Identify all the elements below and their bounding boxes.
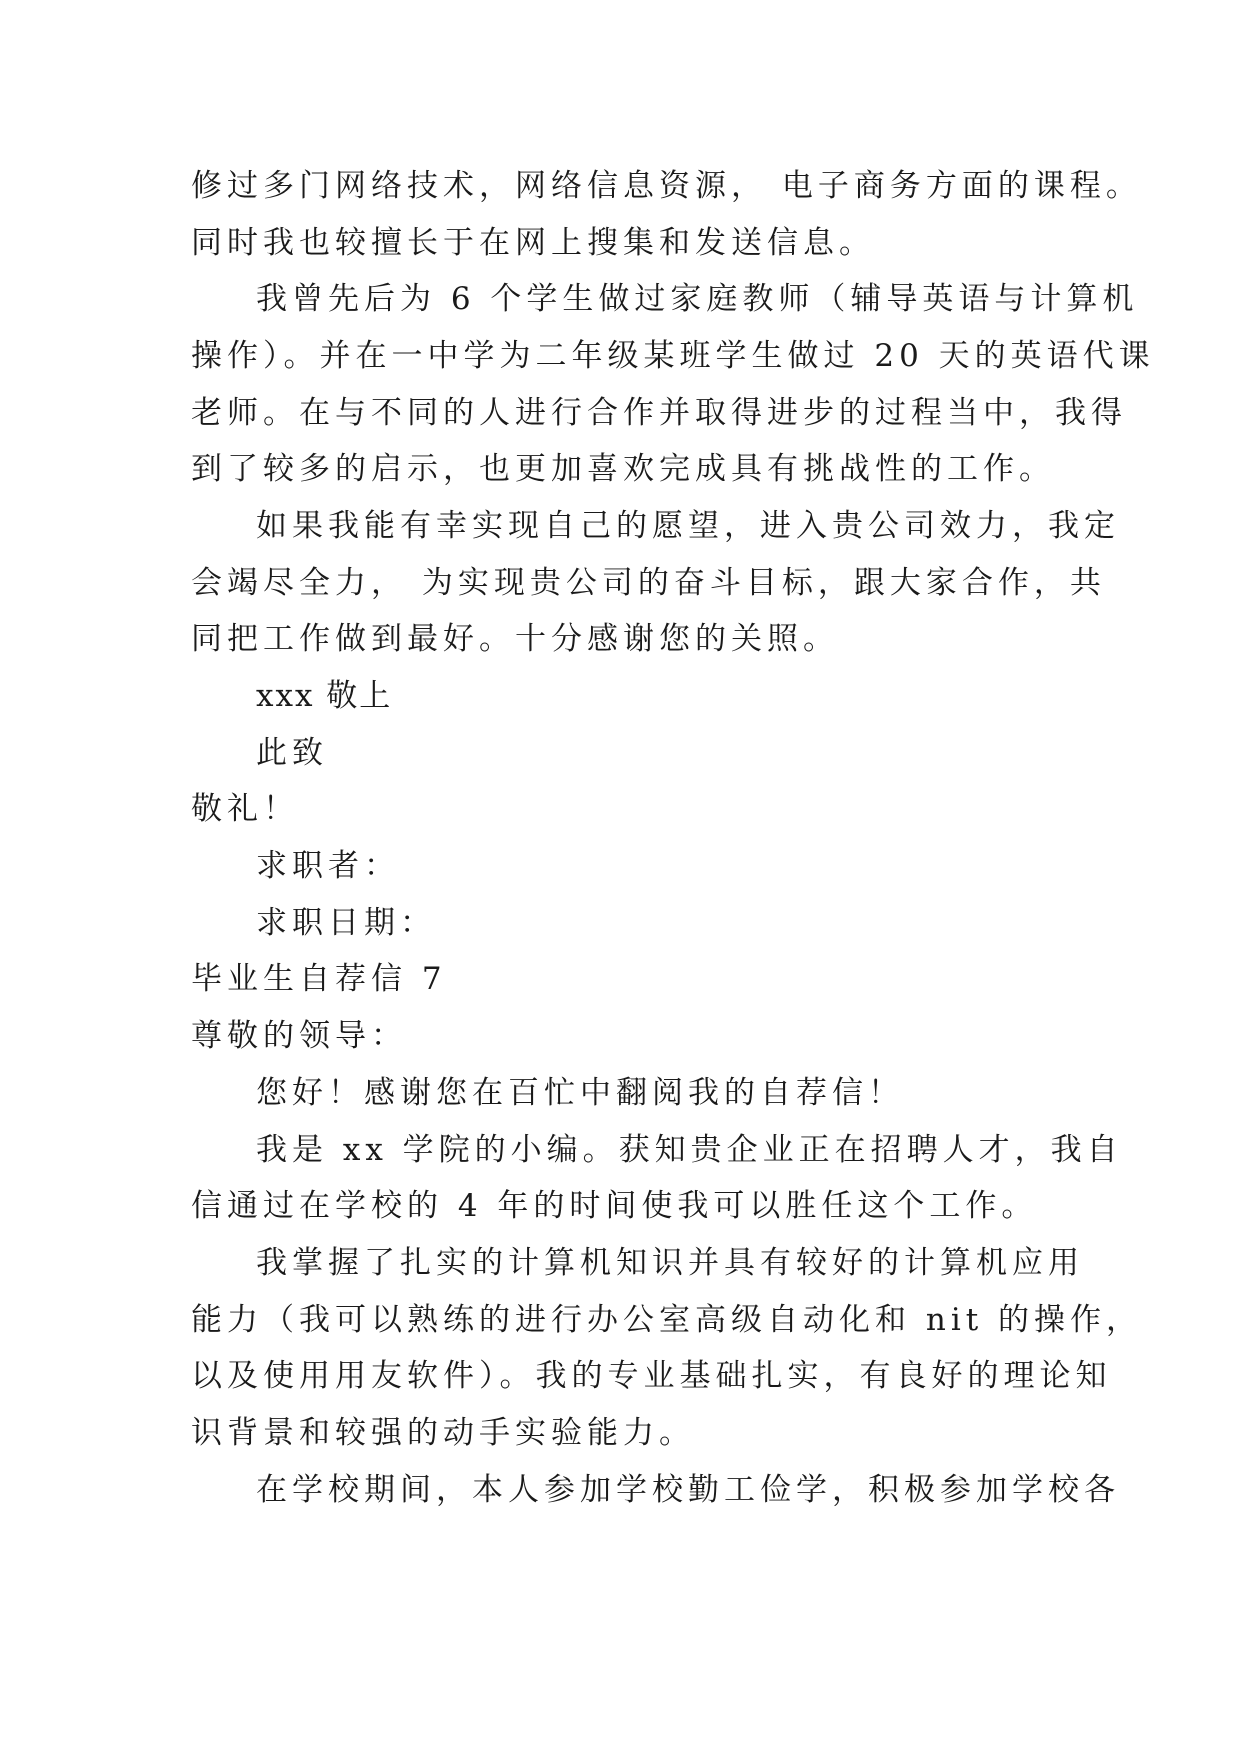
paragraph-line: 如果我能有幸实现自己的愿望，进入贵公司效力，我定: [256, 508, 1120, 544]
paragraph-line: 信通过在学校的 4 年的时间使我可以胜任这个工作。: [191, 1188, 1038, 1224]
closing-salute: 敬礼！: [191, 791, 299, 827]
paragraph-line: 修过多门网络技术，网络信息资源， 电子商务方面的课程。: [191, 168, 1142, 204]
paragraph-line: 您好！感谢您在百忙中翻阅我的自荐信！: [256, 1075, 904, 1111]
paragraph-line: 在学校期间，本人参加学校勤工俭学，积极参加学校各: [256, 1472, 1120, 1508]
signature-line: xxx 敬上: [256, 678, 393, 714]
application-date-label: 求职日期：: [256, 905, 436, 941]
section-title: 毕业生自荐信 7: [191, 961, 447, 997]
paragraph-line: 我是 xx 学院的小编。获知贵企业正在招聘人才，我自: [256, 1132, 1123, 1168]
closing-line: 此致: [256, 735, 328, 771]
paragraph-line: 能力（我可以熟练的进行办公室高级自动化和 nit 的操作，: [191, 1302, 1143, 1338]
salutation: 尊敬的领导：: [191, 1018, 407, 1054]
paragraph-line: 以及使用用友软件）。我的专业基础扎实，有良好的理论知: [191, 1358, 1112, 1394]
paragraph-line: 识背景和较强的动手实验能力。: [191, 1415, 695, 1451]
paragraph-line: 同时我也较擅长于在网上搜集和发送信息。: [191, 225, 875, 261]
paragraph-line: 我曾先后为 6 个学生做过家庭教师（辅导英语与计算机: [256, 281, 1139, 317]
paragraph-line: 我掌握了扎实的计算机知识并具有较好的计算机应用: [256, 1245, 1084, 1281]
applicant-label: 求职者：: [256, 848, 400, 884]
paragraph-line: 操作）。并在一中学为二年级某班学生做过 20 天的英语代课: [191, 338, 1155, 374]
paragraph-line: 会竭尽全力， 为实现贵公司的奋斗目标，跟大家合作，共: [191, 565, 1106, 601]
paragraph-line: 老师。在与不同的人进行合作并取得进步的过程当中，我得: [191, 395, 1127, 431]
paragraph-line: 同把工作做到最好。十分感谢您的关照。: [191, 621, 839, 657]
paragraph-line: 到了较多的启示，也更加喜欢完成具有挑战性的工作。: [191, 451, 1055, 487]
